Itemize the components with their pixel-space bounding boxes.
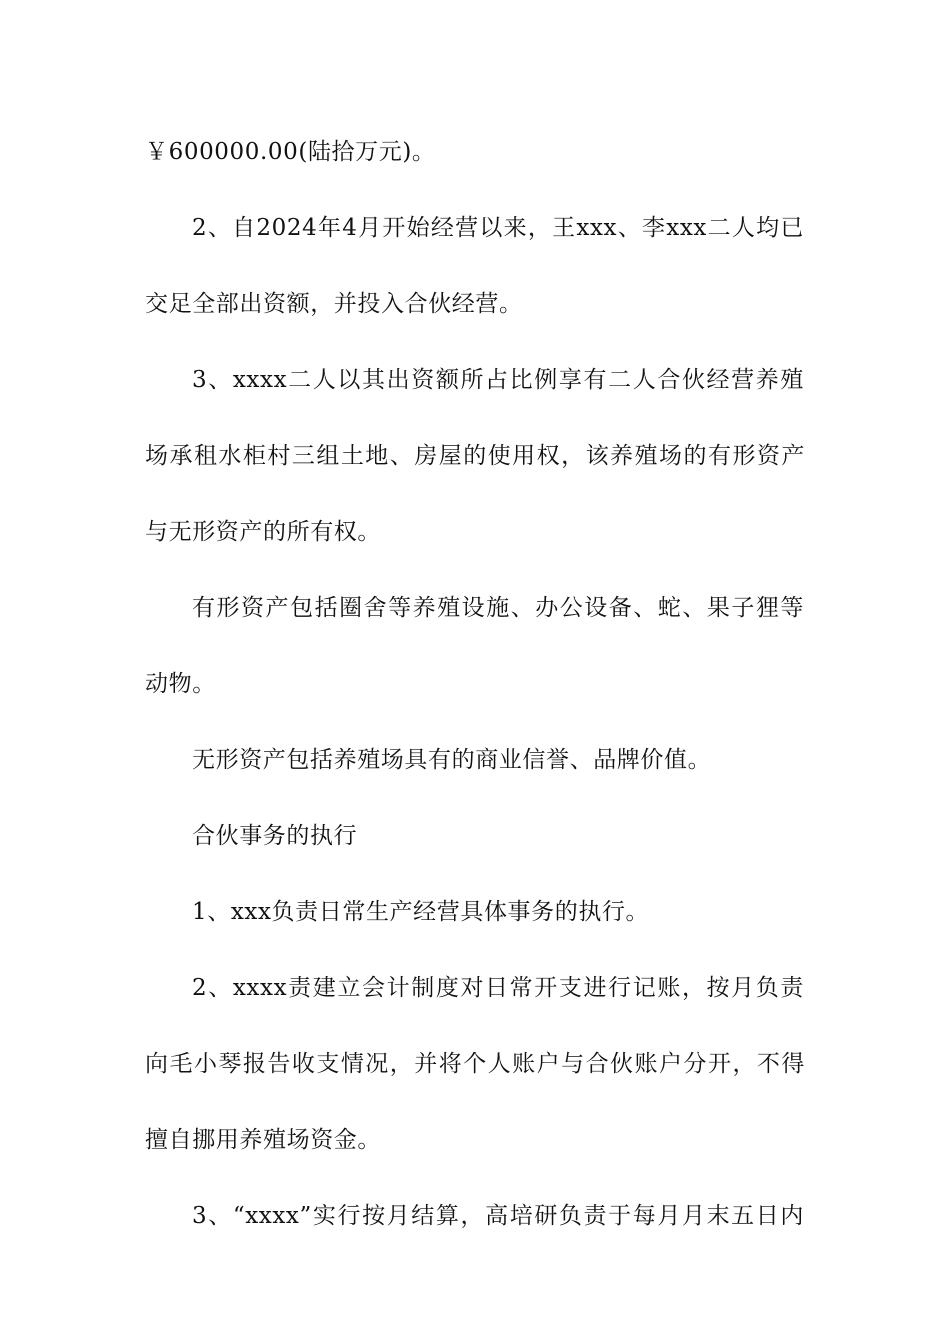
text-line-affairs-item-2-start: 2、xxxx责建立会计制度对日常开支进行记账，按月负责 bbox=[192, 975, 804, 1001]
section-heading-partnership-affairs: 合伙事务的执行 bbox=[192, 823, 358, 849]
text-line-tangible-assets-end: 动物。 bbox=[145, 671, 216, 697]
text-line-affairs-item-2-middle: 向毛小琴报告收支情况，并将个人账户与合伙账户分开，不得 bbox=[145, 1051, 805, 1077]
text-line-item-3-end: 与无形资产的所有权。 bbox=[145, 519, 381, 545]
text-line-item-3-start: 3、xxxx二人以其出资额所占比例享有二人合伙经营养殖 bbox=[192, 367, 804, 393]
text-line-affairs-item-2-end: 擅自挪用养殖场资金。 bbox=[145, 1127, 381, 1153]
text-line-intangible-assets: 无形资产包括养殖场具有的商业信誉、品牌价值。 bbox=[192, 747, 712, 773]
text-line-item-3-middle: 场承租水柜村三组土地、房屋的使用权，该养殖场的有形资产 bbox=[145, 443, 805, 469]
text-line-tangible-assets-start: 有形资产包括圈舍等养殖设施、办公设备、蛇、果子狸等 bbox=[192, 595, 804, 621]
text-line-item-2-start: 2、自2024年4月开始经营以来，王xxx、李xxx二人均已 bbox=[192, 215, 804, 241]
text-line-amount: ￥600000.00(陆拾万元)。 bbox=[145, 139, 436, 165]
text-line-affairs-item-3-start: 3、“xxxx”实行按月结算，高培研负责于每月月末五日内 bbox=[192, 1203, 804, 1229]
text-line-affairs-item-1: 1、xxx负责日常生产经营具体事务的执行。 bbox=[192, 899, 650, 925]
text-line-item-2-end: 交足全部出资额，并投入合伙经营。 bbox=[145, 291, 523, 317]
